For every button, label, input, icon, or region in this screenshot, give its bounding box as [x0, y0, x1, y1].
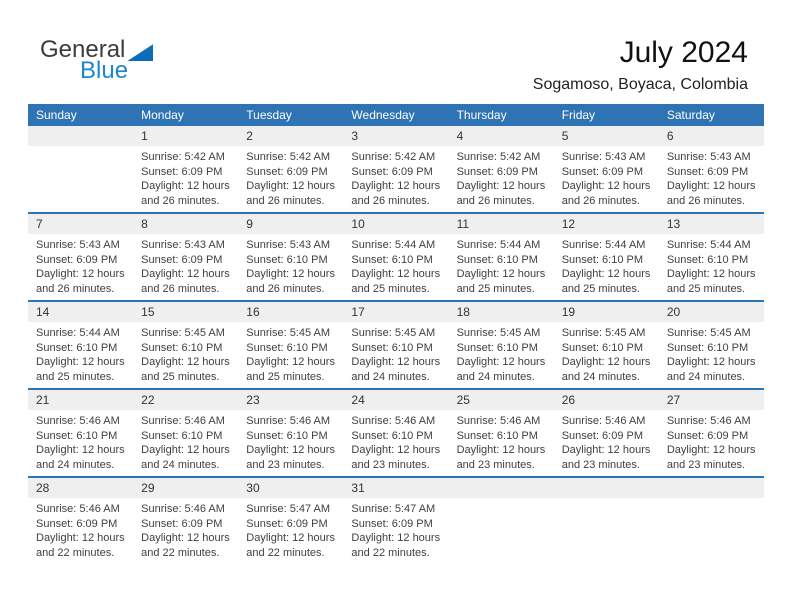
logo-text-general: General: [40, 36, 126, 63]
day-sunset: Sunset: 6:09 PM: [36, 517, 118, 530]
day-sunset: Sunset: 6:10 PM: [666, 341, 749, 354]
day-cell: [554, 322, 659, 388]
day-daylight-line1: Daylight: 12 hours: [456, 268, 546, 280]
day-sunrise: Sunrise: 5:44 AM: [351, 239, 436, 251]
week-row: [28, 388, 764, 476]
day-number: 17: [351, 305, 365, 319]
day-number: 5: [561, 129, 569, 143]
day-daylight-line2: and 26 minutes.: [246, 282, 325, 295]
day-daylight-line1: Daylight: 12 hours: [351, 180, 441, 192]
day-number: 7: [36, 217, 43, 231]
day-daylight-line2: and 26 minutes.: [36, 282, 115, 295]
day-daylight-line1: Daylight: 12 hours: [666, 444, 756, 456]
day-number-band: [28, 214, 764, 234]
day-sunrise: Sunrise: 5:46 AM: [141, 503, 225, 515]
day-sunrise: Sunrise: 5:46 AM: [351, 415, 436, 427]
day-daylight-line2: and 22 minutes.: [141, 546, 220, 559]
day-cell: [343, 410, 448, 476]
day-daylight-line2: and 26 minutes.: [561, 194, 640, 207]
day-daylight-line1: Daylight: 12 hours: [561, 180, 651, 192]
day-daylight-line1: Daylight: 12 hours: [246, 180, 335, 192]
day-cell: [343, 498, 448, 564]
day-details-row: [28, 410, 764, 476]
day-daylight-line2: and 22 minutes.: [351, 546, 430, 559]
day-sunset: Sunset: 6:10 PM: [141, 429, 223, 442]
general-blue-logo: [40, 38, 153, 83]
day-daylight-line2: and 24 minutes.: [351, 370, 430, 383]
day-sunrise: Sunrise: 5:46 AM: [456, 415, 541, 427]
day-daylight-line2: and 26 minutes.: [666, 194, 746, 207]
day-sunrise: Sunrise: 5:43 AM: [666, 151, 751, 163]
day-daylight-line1: Daylight: 12 hours: [351, 356, 441, 368]
day-number: 12: [561, 217, 576, 231]
day-sunrise: Sunrise: 5:47 AM: [351, 503, 436, 515]
day-sunset: Sunset: 6:09 PM: [141, 517, 223, 530]
day-sunrise: Sunrise: 5:47 AM: [246, 503, 331, 515]
day-daylight-line2: and 24 minutes.: [666, 370, 746, 383]
day-sunset: Sunset: 6:09 PM: [351, 517, 433, 530]
day-sunrise: Sunrise: 5:46 AM: [36, 503, 120, 515]
day-cell: [343, 322, 448, 388]
day-cell: [28, 498, 133, 564]
day-daylight-line2: and 24 minutes.: [36, 458, 115, 471]
day-number: 8: [141, 217, 148, 231]
day-daylight-line1: Daylight: 12 hours: [36, 268, 125, 280]
day-sunset: Sunset: 6:09 PM: [456, 165, 538, 178]
weekday-header-friday: Friday: [561, 108, 596, 122]
day-sunrise: Sunrise: 5:44 AM: [561, 239, 646, 251]
day-sunset: Sunset: 6:10 PM: [561, 341, 644, 354]
day-cell: [659, 234, 764, 300]
day-number: 20: [666, 305, 681, 319]
day-number: 23: [246, 393, 260, 407]
day-number: 6: [666, 129, 674, 143]
week-row: [28, 476, 764, 564]
day-number: 26: [561, 393, 576, 407]
day-cell: [133, 498, 238, 564]
day-number: 9: [246, 217, 253, 231]
day-daylight-line1: Daylight: 12 hours: [141, 180, 230, 192]
day-sunset: Sunset: 6:10 PM: [246, 429, 328, 442]
day-cell: [554, 410, 659, 476]
day-number: 1: [141, 129, 148, 143]
day-daylight-line1: Daylight: 12 hours: [666, 356, 756, 368]
day-daylight-line1: Daylight: 12 hours: [351, 268, 441, 280]
day-sunrise: Sunrise: 5:46 AM: [246, 415, 331, 427]
day-sunset: Sunset: 6:10 PM: [36, 429, 118, 442]
day-daylight-line2: and 25 minutes.: [351, 282, 430, 295]
day-number: 11: [456, 217, 470, 231]
weekday-header-saturday: Saturday: [666, 108, 715, 122]
weekday-header-sunday: Sunday: [36, 108, 77, 122]
day-daylight-line2: and 25 minutes.: [561, 282, 640, 295]
day-cell: [659, 322, 764, 388]
day-daylight-line2: and 23 minutes.: [666, 458, 746, 471]
day-daylight-line1: Daylight: 12 hours: [246, 356, 335, 368]
title-block: [533, 36, 748, 94]
day-cell: [238, 410, 343, 476]
day-daylight-line2: and 25 minutes.: [246, 370, 325, 383]
day-sunset: Sunset: 6:09 PM: [561, 165, 644, 178]
day-cell: [659, 146, 764, 212]
day-sunrise: Sunrise: 5:44 AM: [666, 239, 751, 251]
day-daylight-line1: Daylight: 12 hours: [141, 444, 230, 456]
day-sunset: Sunset: 6:09 PM: [141, 253, 223, 266]
day-cell: [238, 498, 343, 564]
day-cell: [238, 146, 343, 212]
week-row: [28, 212, 764, 300]
day-sunset: Sunset: 6:10 PM: [141, 341, 223, 354]
day-cell: [133, 410, 238, 476]
day-cell: [659, 410, 764, 476]
location-subtitle: Sogamoso, Boyaca, Colombia: [532, 76, 748, 93]
week-row: [28, 126, 764, 212]
day-sunset: Sunset: 6:10 PM: [456, 429, 538, 442]
day-daylight-line2: and 26 minutes.: [141, 194, 220, 207]
day-number: 21: [36, 393, 50, 407]
day-number: 18: [456, 305, 470, 319]
day-sunset: Sunset: 6:09 PM: [351, 165, 433, 178]
day-daylight-line1: Daylight: 12 hours: [351, 532, 441, 544]
day-sunset: Sunset: 6:09 PM: [561, 429, 644, 442]
weekday-header-monday: Monday: [141, 108, 184, 122]
day-number-band: [28, 302, 764, 322]
day-details-row: [28, 146, 764, 212]
day-daylight-line1: Daylight: 12 hours: [456, 180, 546, 192]
empty-day-number: [449, 478, 554, 499]
day-number: 10: [351, 217, 365, 231]
logo-text-blue: Blue: [80, 57, 129, 84]
day-sunset: Sunset: 6:09 PM: [246, 165, 328, 178]
day-details-row: [28, 498, 764, 564]
day-daylight-line1: Daylight: 12 hours: [141, 268, 230, 280]
day-number: 30: [246, 481, 260, 495]
day-sunrise: Sunrise: 5:42 AM: [246, 151, 331, 163]
day-sunrise: Sunrise: 5:45 AM: [456, 327, 541, 339]
day-daylight-line1: Daylight: 12 hours: [456, 444, 546, 456]
day-daylight-line2: and 24 minutes.: [456, 370, 535, 383]
day-sunrise: Sunrise: 5:42 AM: [141, 151, 225, 163]
day-sunset: Sunset: 6:10 PM: [561, 253, 644, 266]
day-daylight-line1: Daylight: 12 hours: [246, 444, 335, 456]
day-daylight-line1: Daylight: 12 hours: [36, 356, 125, 368]
day-number: 15: [141, 305, 155, 319]
day-number: 24: [351, 393, 365, 407]
day-daylight-line1: Daylight: 12 hours: [141, 532, 230, 544]
day-number: 2: [246, 129, 253, 143]
day-sunset: Sunset: 6:10 PM: [351, 341, 433, 354]
day-daylight-line1: Daylight: 12 hours: [456, 356, 546, 368]
day-number: 28: [36, 481, 50, 495]
day-number-band: [28, 126, 764, 146]
day-sunset: Sunset: 6:10 PM: [246, 341, 328, 354]
day-number: 13: [666, 217, 681, 231]
day-sunrise: Sunrise: 5:45 AM: [141, 327, 225, 339]
day-sunrise: Sunrise: 5:45 AM: [666, 327, 751, 339]
day-number-band: [28, 390, 764, 410]
day-daylight-line2: and 26 minutes.: [246, 194, 325, 207]
day-daylight-line2: and 25 minutes.: [456, 282, 535, 295]
day-sunrise: Sunrise: 5:42 AM: [456, 151, 541, 163]
day-sunrise: Sunrise: 5:44 AM: [456, 239, 541, 251]
day-cell: [28, 322, 133, 388]
day-sunrise: Sunrise: 5:42 AM: [351, 151, 436, 163]
day-daylight-line1: Daylight: 12 hours: [561, 268, 651, 280]
month-title: July 2024: [619, 36, 748, 69]
day-daylight-line2: and 23 minutes.: [456, 458, 535, 471]
day-sunrise: Sunrise: 5:46 AM: [36, 415, 120, 427]
empty-day-number: [554, 478, 659, 499]
day-daylight-line1: Daylight: 12 hours: [246, 268, 335, 280]
day-sunrise: Sunrise: 5:43 AM: [561, 151, 646, 163]
day-cell: [343, 146, 448, 212]
day-sunset: Sunset: 6:10 PM: [36, 341, 118, 354]
day-cell: [449, 410, 554, 476]
day-daylight-line1: Daylight: 12 hours: [36, 532, 125, 544]
day-daylight-line1: Daylight: 12 hours: [246, 532, 335, 544]
day-number: 31: [351, 481, 365, 495]
weekday-header-wednesday: Wednesday: [351, 108, 415, 122]
day-daylight-line1: Daylight: 12 hours: [141, 356, 230, 368]
weekday-header-thursday: Thursday: [456, 108, 507, 122]
day-sunrise: Sunrise: 5:45 AM: [246, 327, 331, 339]
day-number: 29: [141, 481, 155, 495]
day-number: 4: [456, 129, 464, 143]
day-cell: [554, 234, 659, 300]
day-sunset: Sunset: 6:10 PM: [456, 253, 538, 266]
day-details-row: [28, 234, 764, 300]
calendar-table: [28, 104, 764, 564]
day-sunrise: Sunrise: 5:45 AM: [351, 327, 436, 339]
day-daylight-line1: Daylight: 12 hours: [561, 356, 651, 368]
day-daylight-line1: Daylight: 12 hours: [666, 268, 756, 280]
day-sunrise: Sunrise: 5:43 AM: [246, 239, 331, 251]
day-cell: [28, 234, 133, 300]
day-sunrise: Sunrise: 5:46 AM: [561, 415, 646, 427]
weekday-header-tuesday: Tuesday: [246, 108, 292, 122]
day-cell: [343, 234, 448, 300]
day-cell: [238, 322, 343, 388]
day-cell: [133, 234, 238, 300]
calendar-weeks: [28, 126, 764, 564]
day-daylight-line2: and 24 minutes.: [561, 370, 640, 383]
day-cell: [28, 410, 133, 476]
weekday-header-row: [28, 104, 764, 126]
day-sunset: Sunset: 6:09 PM: [246, 517, 328, 530]
day-daylight-line2: and 26 minutes.: [351, 194, 430, 207]
day-sunrise: Sunrise: 5:45 AM: [561, 327, 646, 339]
day-cell: [449, 146, 554, 212]
day-daylight-line2: and 26 minutes.: [141, 282, 220, 295]
day-daylight-line1: Daylight: 12 hours: [561, 444, 651, 456]
day-number: 14: [36, 305, 50, 319]
day-sunset: Sunset: 6:09 PM: [141, 165, 223, 178]
day-sunset: Sunset: 6:09 PM: [666, 165, 749, 178]
empty-day-cell: [28, 146, 133, 212]
day-number: 3: [351, 129, 359, 143]
day-daylight-line2: and 25 minutes.: [666, 282, 746, 295]
day-sunrise: Sunrise: 5:43 AM: [141, 239, 225, 251]
empty-day-cell: [659, 498, 764, 564]
day-cell: [238, 234, 343, 300]
day-sunrise: Sunrise: 5:44 AM: [36, 327, 120, 339]
day-cell: [554, 146, 659, 212]
day-daylight-line2: and 26 minutes.: [456, 194, 535, 207]
day-sunset: Sunset: 6:09 PM: [36, 253, 118, 266]
day-details-row: [28, 322, 764, 388]
empty-day-number: [28, 126, 133, 147]
day-number-band: [28, 478, 764, 498]
day-number: 22: [141, 393, 155, 407]
day-sunrise: Sunrise: 5:46 AM: [666, 415, 751, 427]
day-cell: [133, 146, 238, 212]
day-cell: [133, 322, 238, 388]
day-sunrise: Sunrise: 5:46 AM: [141, 415, 225, 427]
day-number: 25: [456, 393, 470, 407]
day-sunrise: Sunrise: 5:43 AM: [36, 239, 120, 251]
day-sunset: Sunset: 6:10 PM: [351, 429, 433, 442]
day-daylight-line1: Daylight: 12 hours: [351, 444, 441, 456]
week-row: [28, 300, 764, 388]
day-sunset: Sunset: 6:10 PM: [246, 253, 328, 266]
empty-day-cell: [554, 498, 659, 564]
day-daylight-line2: and 23 minutes.: [561, 458, 640, 471]
day-sunset: Sunset: 6:10 PM: [456, 341, 538, 354]
day-cell: [449, 234, 554, 300]
day-daylight-line2: and 22 minutes.: [36, 546, 115, 559]
day-daylight-line2: and 23 minutes.: [351, 458, 430, 471]
day-daylight-line2: and 22 minutes.: [246, 546, 325, 559]
day-daylight-line1: Daylight: 12 hours: [666, 180, 756, 192]
day-sunset: Sunset: 6:09 PM: [666, 429, 749, 442]
day-sunset: Sunset: 6:10 PM: [666, 253, 749, 266]
day-daylight-line2: and 25 minutes.: [141, 370, 220, 383]
day-daylight-line2: and 25 minutes.: [36, 370, 115, 383]
empty-day-cell: [449, 498, 554, 564]
day-daylight-line2: and 24 minutes.: [141, 458, 220, 471]
day-number: 19: [561, 305, 576, 319]
day-cell: [449, 322, 554, 388]
day-daylight-line1: Daylight: 12 hours: [36, 444, 125, 456]
empty-day-number: [659, 478, 764, 499]
day-sunset: Sunset: 6:10 PM: [351, 253, 433, 266]
day-number: 16: [246, 305, 260, 319]
day-number: 27: [666, 393, 681, 407]
day-daylight-line2: and 23 minutes.: [246, 458, 325, 471]
